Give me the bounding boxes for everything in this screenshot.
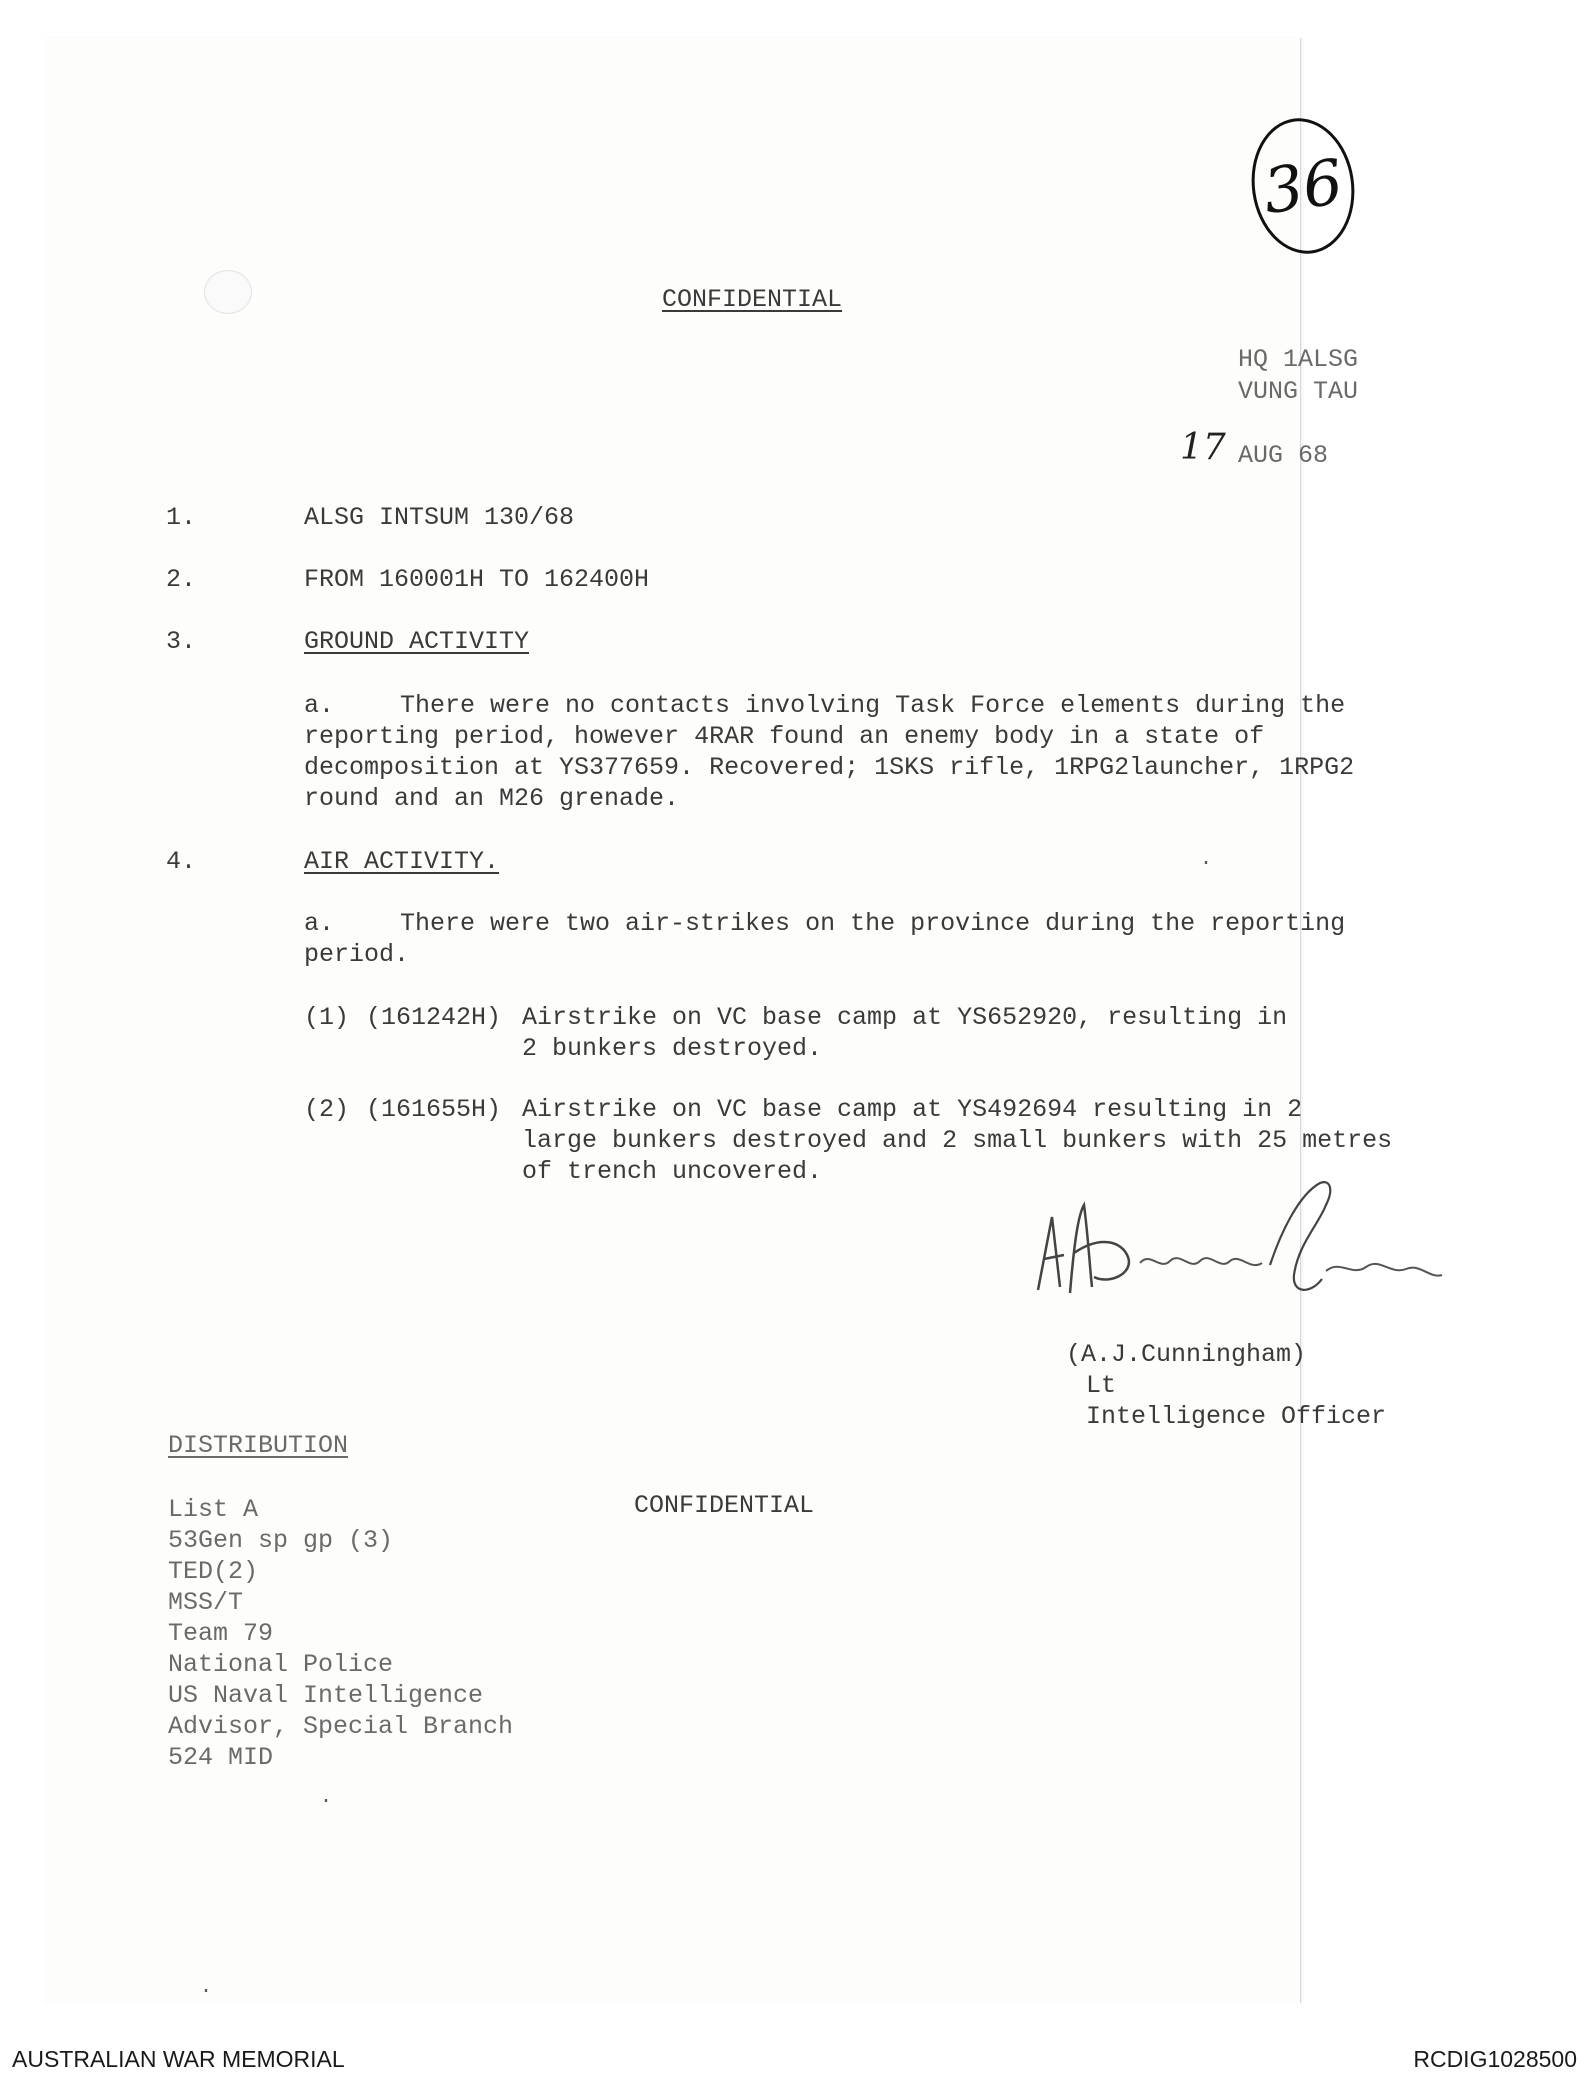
punch-hole bbox=[204, 270, 252, 314]
section-heading-ground-activity: GROUND ACTIVITY bbox=[304, 627, 530, 656]
stray-mark: · bbox=[320, 1790, 333, 1813]
paragraph-label: a. bbox=[304, 691, 335, 720]
strike-line: of trench uncovered. bbox=[522, 1157, 823, 1186]
footer-reference: RCDIG1028500 bbox=[1413, 2046, 1577, 2072]
section-heading-air-activity: AIR ACTIVITY. bbox=[304, 847, 500, 876]
folio-number: 36 bbox=[1243, 112, 1363, 261]
strike-time: (161242H) bbox=[366, 1003, 502, 1032]
strike-number: (1) bbox=[304, 1003, 350, 1032]
distribution-entry: National Police bbox=[168, 1650, 394, 1679]
signatory-rank: Lt bbox=[1086, 1371, 1117, 1400]
reporting-period: FROM 160001H TO 162400H bbox=[304, 565, 650, 594]
signatory-title: Intelligence Officer bbox=[1086, 1402, 1387, 1431]
date-month-year: AUG 68 bbox=[1238, 441, 1329, 470]
paragraph-line: round and an M26 grenade. bbox=[304, 784, 680, 813]
classification-top: CONFIDENTIAL bbox=[662, 285, 843, 314]
handwritten-signature bbox=[1030, 1175, 1450, 1315]
item-number: 1. bbox=[166, 503, 197, 532]
signatory-name: (A.J.Cunningham) bbox=[1066, 1340, 1307, 1369]
distribution-entry: Advisor, Special Branch bbox=[168, 1712, 514, 1741]
distribution-entry: TED(2) bbox=[168, 1557, 259, 1586]
paragraph-line: There were no contacts involving Task Force elements during the bbox=[400, 691, 1346, 720]
paragraph-line: reporting period, however 4RAR found an enemy body in a state of bbox=[304, 722, 1265, 751]
paragraph-line: decomposition at YS377659. Recovered; 1SKS rifle, 1RPG2launcher, 1RPG2 bbox=[304, 753, 1355, 782]
distribution-entry: 524 MID bbox=[168, 1743, 274, 1772]
item-number: 3. bbox=[166, 627, 197, 656]
classification-bottom: CONFIDENTIAL bbox=[634, 1491, 815, 1520]
strike-line: Airstrike on VC base camp at YS492694 resulting in 2 bbox=[522, 1095, 1303, 1124]
address-line-2: VUNG TAU bbox=[1238, 377, 1359, 406]
item-number: 2. bbox=[166, 565, 197, 594]
paragraph-line: There were two air-strikes on the province during the reporting bbox=[400, 909, 1346, 938]
address-line-1: HQ 1ALSG bbox=[1238, 345, 1359, 374]
distribution-entry: List A bbox=[168, 1495, 259, 1524]
footer-source: AUSTRALIAN WAR MEMORIAL bbox=[12, 2046, 345, 2072]
distribution-entry: 53Gen sp gp (3) bbox=[168, 1526, 394, 1555]
stray-mark: · bbox=[200, 1980, 213, 2003]
strike-line: Airstrike on VC base camp at YS652920, resulting in bbox=[522, 1003, 1288, 1032]
strike-line: large bunkers destroyed and 2 small bunkers with 25 metres bbox=[522, 1126, 1393, 1155]
distribution-entry: US Naval Intelligence bbox=[168, 1681, 484, 1710]
strike-number: (2) bbox=[304, 1095, 350, 1124]
strike-time: (161655H) bbox=[366, 1095, 502, 1124]
distribution-entry: MSS/T bbox=[168, 1588, 244, 1617]
stray-mark: · bbox=[1200, 852, 1213, 875]
distribution-entry: Team 79 bbox=[168, 1619, 274, 1648]
intsum-reference: ALSG INTSUM 130/68 bbox=[304, 503, 575, 532]
date-day: 17 bbox=[1180, 427, 1226, 468]
paragraph-label: a. bbox=[304, 909, 335, 938]
distribution-heading: DISTRIBUTION bbox=[168, 1431, 349, 1460]
strike-line: 2 bunkers destroyed. bbox=[522, 1034, 823, 1063]
paragraph-line: period. bbox=[304, 940, 410, 969]
item-number: 4. bbox=[166, 847, 197, 876]
